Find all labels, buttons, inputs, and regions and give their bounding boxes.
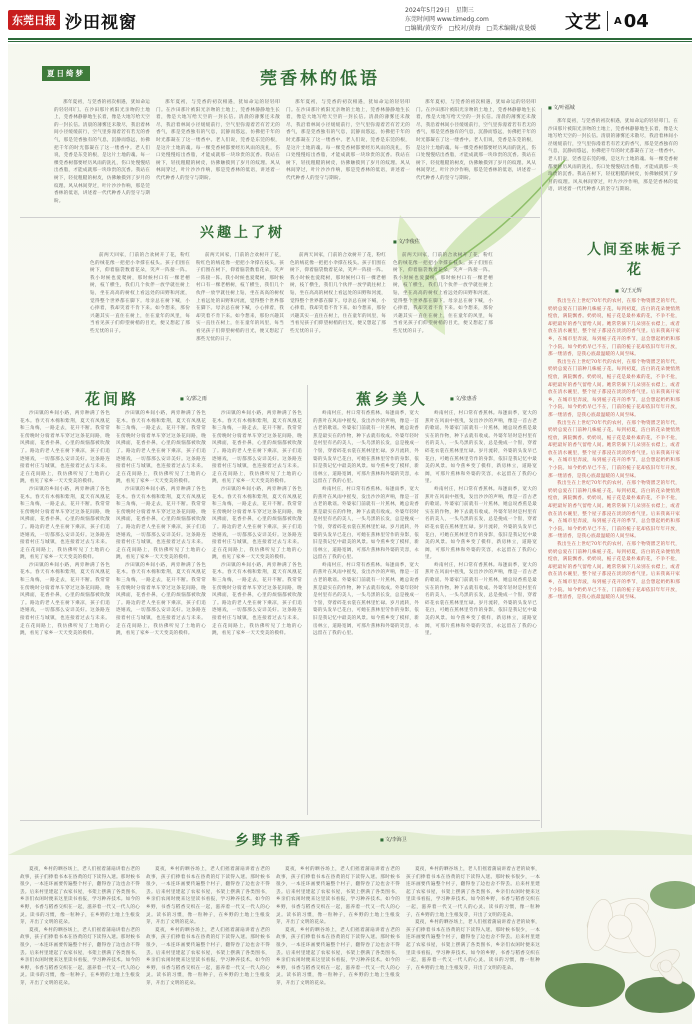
lead-article-title: 莞香林的低语: [260, 69, 380, 89]
divider: [607, 11, 608, 31]
book-article-byline: ■ 文/李海卫: [380, 836, 407, 843]
page-number: 04: [623, 10, 649, 32]
tree-article-col-3: 前两天回家，门前的合欢树开了花，粉红色的绒花像一把把小伞撑在枝头。孩子们围在树下，仰着脑袋数着花朵，笑声一阵接一阵。我小时候也爱爬树，那时候村口有一棵老榕树，枝丫横生，我们几个伙伴一放学就往树上钻，坐在高高的树杈上看远处的田野和河流，觉得整个世界都在脚下。母亲总在树下喊，小心摔着，我却笑着不肯下来。如今想来，那份兴趣其实一直住在树上，住在童年的风里，每当看见孩子们仰望树梢的目光，便又想起了那些无忧的日子。: [290, 253, 386, 334]
masthead-rule-thin: [8, 41, 692, 42]
lead-article-col-1: 那年夏初，与莞香的初次相遇，犹如命运的轻轻叩门。在沙田那片被阳光亲吻的土地上，莞香林静静地生长着，像是大地写给天空的一封长信。清晨的薄雾还未散尽，我沿着林间小径缓缓前行，空气里弥漫着若有若无的香气，那是莞香独有的气息，沉静而悠远，仿佛把千年的时光都凝在了这一缕香中。老人们说，莞香是东莞的根，是这片土地的魂。每一棵莞香树都要经历风雨的洗礼，伤口处慢慢结出香脂，才能成就那一块珍贵的沉香。我站在树下，轻抚粗糙的树皮，仿佛触摸到了岁月的纹理。风从林间穿过，叶片沙沙作响，那是莞香林的低语，讲述着一代代种香人的坚守与期盼。: [54, 100, 150, 204]
gardenia-article-title-text: 人间至味栀子花: [587, 242, 683, 278]
book-article-col-3: 夏夜，乡村的晒谷场上，老人们摇着蒲扇讲着古老的故事，孩子们捧着书本在昏黄的灯下读得入迷。那时候书很少，一本连环画要传遍整个村子，翻得卷了边也舍不得丢。后来村里建起了农家书屋，书架上摆满了各类图书，乡亲们农闲时便来这里读书看报，学习种养技术。如今的乡野，书香与稻香交织在一起，滋养着一代又一代人的心灵。读书的习惯，像一粒种子，在乡野的土地上生根发芽，开出了文明的花朵。 夏夜，乡村的晒谷场上，老人们摇着蒲扇讲着古老的故事，孩子们捧着书本在昏黄的灯下读得入迷。那时候书很少，一本连环画要传遍整个村子，翻得卷了边也舍不得丢。后来村里建起了农家书屋，书架上摆满了各类图书，乡亲们农闲时便来这里读书看报，学习种养技术。如今的乡野，书香与稻香交织在一起，滋养着一代又一代人的心灵。读书的习惯，像一粒种子，在乡野的土地上生根发芽，开出了文明的花朵。: [276, 867, 400, 986]
book-article-col-4: 夏夜，乡村的晒谷场上，老人们摇着蒲扇讲着古老的故事，孩子们捧着书本在昏黄的灯下读得入迷。那时候书很少，一本连环画要传遍整个村子，翻得卷了边也舍不得丢。后来村里建起了农家书屋，书架上摆满了各类图书，乡亲们农闲时便来这里读书看报，学习种养技术。如今的乡野，书香与稻香交织在一起，滋养着一代又一代人的心灵。读书的习惯，像一粒种子，在乡野的土地上生根发芽，开出了文明的花朵。 夏夜，乡村的晒谷场上，老人们摇着蒲扇讲着古老的故事，孩子们捧着书本在昏黄的灯下读得入迷。那时候书很少，一本连环画要传遍整个村子，翻得卷了边也舍不得丢。后来村里建起了农家书屋，书架上摆满了各类图书，乡亲们农闲时便来这里读书看报，学习种养技术。如今的乡野，书香与稻香交织在一起，滋养着一代又一代人的心灵。读书的习惯，像一粒种子，在乡野的土地上生根发芽，开出了文明的花朵。: [406, 867, 540, 971]
page-letter: A: [614, 15, 622, 27]
section-header: [565, 8, 649, 34]
summer-tag: 夏日绮梦: [42, 66, 90, 81]
issue-editors: □编辑/黄安乔 □校对/黄海 □美术编辑/袁曼媛: [405, 25, 537, 32]
tree-article-col-4: 前两天回家，门前的合欢树开了花，粉红色的绒花像一把把小伞撑在枝头。孩子们围在树下，仰着脑袋数着花朵，笑声一阵接一阵。我小时候也爱爬树，那时候村口有一棵老榕树，枝丫横生，我们几个伙伴一放学就往树上钻，坐在高高的树杈上看远处的田野和河流，觉得整个世界都在脚下。母亲总在树下喊，小心摔着，我却笑着不肯下来。如今想来，那份兴趣其实一直住在树上，住在童年的风里，每当看见孩子们仰望树梢的目光，便又想起了那些无忧的日子。: [393, 253, 493, 334]
road-article-col-3: 沙田镇的乡间小路，两旁种满了各色花木。春天有木棉和紫荆，夏天有凤凰花和三角梅，一路走去，花开不断。我常常在傍晚时分骑着单车穿过这条花间路，晚风拂面，花香扑鼻，心里的烦恼都被吹散了。路边的老人坐在树下乘凉，孩子们追逐嬉戏，一切都那么安详美好。这条路连接着村庄与城镇，也连接着过去与未来。走在花间路上，我仿佛听见了土地的心跳，看见了家乡一天天变美的模样。 沙田镇的乡间小路，两旁种满了各色花木。春天有木棉和紫荆，夏天有凤凰花和三角梅，一路走去，花开不断。我常常在傍晚时分骑着单车穿过这条花间路，晚风拂面，花香扑鼻，心里的烦恼都被吹散了。路边的老人坐在树下乘凉，孩子们追逐嬉戏，一切都那么安详美好。这条路连接着村庄与城镇，也连接着过去与未来。走在花间路上，我仿佛听见了土地的心跳，看见了家乡一天天变美的模样。 沙田镇的乡间小路，两旁种满了各色花木。春天有木棉和紫荆，夏天有凤凰花和三角梅，一路走去，花开不断。我常常在傍晚时分骑着单车穿过这条花间路，晚风拂面，花香扑鼻，心里的烦恼都被吹散了。路边的老人坐在树下乘凉，孩子们追逐嬉戏，一切都那么安详美好。这条路连接着村庄与城镇，也连接着过去与未来。走在花间路上，我仿佛听见了土地的心跳，看见了家乡一天天变美的模样。: [212, 411, 302, 637]
lead-article-col-2: 那年夏初，与莞香的初次相遇，犹如命运的轻轻叩门。在沙田那片被阳光亲吻的土地上，莞香林静静地生长着，像是大地写给天空的一封长信。清晨的薄雾还未散尽，我沿着林间小径缓缓前行，空气里弥漫着若有若无的香气，那是莞香独有的气息，沉静而悠远，仿佛把千年的时光都凝在了这一缕香中。老人们说，莞香是东莞的根，是这片土地的魂。每一棵莞香树都要经历风雨的洗礼，伤口处慢慢结出香脂，才能成就那一块珍贵的沉香。我站在树下，轻抚粗糙的树皮，仿佛触摸到了岁月的纹理。风从林间穿过，叶片沙沙作响，那是莞香林的低语，讲述着一代代种香人的坚守与期盼。: [156, 100, 280, 181]
road-article-col-2: 沙田镇的乡间小路，两旁种满了各色花木。春天有木棉和紫荆，夏天有凤凰花和三角梅，一路走去，花开不断。我常常在傍晚时分骑着单车穿过这条花间路，晚风拂面，花香扑鼻，心里的烦恼都被吹散了。路边的老人坐在树下乘凉，孩子们追逐嬉戏，一切都那么安详美好。这条路连接着村庄与城镇，也连接着过去与未来。走在花间路上，我仿佛听见了土地的心跳，看见了家乡一天天变美的模样。 沙田镇的乡间小路，两旁种满了各色花木。春天有木棉和紫荆，夏天有凤凰花和三角梅，一路走去，花开不断。我常常在傍晚时分骑着单车穿过这条花间路，晚风拂面，花香扑鼻，心里的烦恼都被吹散了。路边的老人坐在树下乘凉，孩子们追逐嬉戏，一切都那么安详美好。这条路连接着村庄与城镇，也连接着过去与未来。走在花间路上，我仿佛听见了土地的心跳，看见了家乡一天天变美的模样。 沙田镇的乡间小路，两旁种满了各色花木。春天有木棉和紫荆，夏天有凤凰花和三角梅，一路走去，花开不断。我常常在傍晚时分骑着单车穿过这条花间路，晚风拂面，花香扑鼻，心里的烦恼都被吹散了。路边的老人坐在树下乘凉，孩子们追逐嬉戏，一切都那么安详美好。这条路连接着村庄与城镇，也连接着过去与未来。走在花间路上，我仿佛听见了土地的心跳，看见了家乡一天天变美的模样。: [116, 411, 206, 637]
gardenia-article-col: 我出生在上世纪70年代的农村，在那个物资匮乏的年代，奶奶总爱在门前种几株栀子花。每到初夏，洁白的花朵便悄然绽放，满院飘香。奶奶说，栀子花是最朴素的花，不争不抢，却把最好的香气留给人间。她常常摘下几朵别在衣襟上，或者放在清水碗里，整个屋子都浸在淡淡的香气里。后来我离开家乡，在城市里奔波，每到栀子花开的季节，总会想起奶奶和那个小院。如今奶奶早已不在，门前的栀子花却依旧年年开放，那一缕清香，是我心底最温暖的人间至味。 我出生在上世纪70年代的农村，在那个物资匮乏的年代，奶奶总爱在门前种几株栀子花。每到初夏，洁白的花朵便悄然绽放，满院飘香。奶奶说，栀子花是最朴素的花，不争不抢，却把最好的香气留给人间。她常常摘下几朵别在衣襟上，或者放在清水碗里，整个屋子都浸在淡淡的香气里。后来我离开家乡，在城市里奔波，每到栀子花开的季节，总会想起奶奶和那个小院。如今奶奶早已不在，门前的栀子花却依旧年年开放，那一缕清香，是我心底最温暖的人间至味。 我出生在上世纪70年代的农村，在那个物资匮乏的年代，奶奶总爱在门前种几株栀子花。每到初夏，洁白的花朵便悄然绽放，满院飘香。奶奶说，栀子花是最朴素的花，不争不抢，却把最好的香气留给人间。她常常摘下几朵别在衣襟上，或者放在清水碗里，整个屋子都浸在淡淡的香气里。后来我离开家乡，在城市里奔波，每到栀子花开的季节，总会想起奶奶和那个小院。如今奶奶早已不在，门前的栀子花却依旧年年开放，那一缕清香，是我心底最温暖的人间至味。 我出生在上世纪70年代的农村，在那个物资匮乏的年代，奶奶总爱在门前种几株栀子花。每到初夏，洁白的花朵便悄然绽放，满院飘香。奶奶说，栀子花是最朴素的花，不争不抢，却把最好的香气留给人间。她常常摘下几朵别在衣襟上，或者放在清水碗里，整个屋子都浸在淡淡的香气里。后来我离开家乡，在城市里奔波，每到栀子花开的季节，总会想起奶奶和那个小院。如今奶奶早已不在，门前的栀子花却依旧年年开放，那一缕清香，是我心底最温暖的人间至味。 我出生在上世纪70年代的农村，在那个物资匮乏的年代，奶奶总爱在门前种几株栀子花。每到初夏，洁白的花朵便悄然绽放，满院飘香。奶奶说，栀子花是最朴素的花，不争不抢，却把最好的香气留给人间。她常常摘下几朵别在衣襟上，或者放在清水碗里，整个屋子都浸在淡淡的香气里。后来我离开家乡，在城市里奔波，每到栀子花开的季节，总会想起奶奶和那个小院。如今奶奶早已不在，门前的栀子花却依旧年年开放，那一缕清香，是我心底最温暖的人间至味。: [548, 299, 680, 601]
section-divider: [20, 217, 540, 218]
tree-article-byline: ■ 文/李俊佐: [393, 238, 420, 245]
edition-name: 沙田视窗: [65, 12, 137, 33]
lead-article-col-3: 那年夏初，与莞香的初次相遇，犹如命运的轻轻叩门。在沙田那片被阳光亲吻的土地上，莞香林静静地生长着，像是大地写给天空的一封长信。清晨的薄雾还未散尽，我沿着林间小径缓缓前行，空气里弥漫着若有若无的香气，那是莞香独有的气息，沉静而悠远，仿佛把千年的时光都凝在了这一缕香中。老人们说，莞香是东莞的根，是这片土地的魂。每一棵莞香树都要经历风雨的洗礼，伤口处慢慢结出香脂，才能成就那一块珍贵的沉香。我站在树下，轻抚粗糙的树皮，仿佛触摸到了岁月的纹理。风从林间穿过，叶片沙沙作响，那是莞香林的低语，讲述着一代代种香人的坚守与期盼。: [286, 100, 410, 181]
green-hills-icon: [8, 815, 692, 855]
gardenia-article-byline: ■ 文/王元辉: [615, 287, 642, 294]
tree-article-title: 兴趣上了树: [200, 225, 285, 241]
book-article-title: 乡野书香: [235, 833, 303, 849]
banana-article-col-1: 岭南村庄，村口常有香蕉林。每逢雨季，宽大的蕉叶在风雨中摇曳，发出沙沙的声响，像是一首古老的歌谣。外婆家门前就有一片蕉林，她总说香蕉是最实在的作物，种下去就有收成。外婆年轻时是村里有名的美人，一头乌黑的长发，总是挽成一个髻，穿着碎花衣裳在蕉林里忙碌。岁月流转，外婆的头发早已花白，可她在蕉林里劳作的身影，依旧是我记忆中最美的风景。如今蕉乡变了模样，新房林立，道路宽阔，可那片蕉林和外婆的笑容，永远留在了我的心里。 岭南村庄，村口常有香蕉林。每逢雨季，宽大的蕉叶在风雨中摇曳，发出沙沙的声响，像是一首古老的歌谣。外婆家门前就有一片蕉林，她总说香蕉是最实在的作物，种下去就有收成。外婆年轻时是村里有名的美人，一头乌黑的长发，总是挽成一个髻，穿着碎花衣裳在蕉林里忙碌。岁月流转，外婆的头发早已花白，可她在蕉林里劳作的身影，依旧是我记忆中最美的风景。如今蕉乡变了模样，新房林立，道路宽阔，可那片蕉林和外婆的笑容，永远留在了我的心里。 岭南村庄，村口常有香蕉林。每逢雨季，宽大的蕉叶在风雨中摇曳，发出沙沙的声响，像是一首古老的歌谣。外婆家门前就有一片蕉林，她总说香蕉是最实在的作物，种下去就有收成。外婆年轻时是村里有名的美人，一头乌黑的长发，总是挽成一个髻，穿着碎花衣裳在蕉林里忙碌。岁月流转，外婆的头发早已花白，可她在蕉林里劳作的身影，依旧是我记忆中最美的风景。如今蕉乡变了模样，新房林立，道路宽阔，可那片蕉林和外婆的笑容，永远留在了我的心里。: [313, 411, 419, 637]
newspaper-logo: [8, 10, 137, 33]
banana-article-title: 蕉乡美人: [356, 390, 429, 408]
section-name: 文艺: [565, 12, 601, 33]
lead-article-col-4: 那年夏初，与莞香的初次相遇，犹如命运的轻轻叩门。在沙田那片被阳光亲吻的土地上，莞香林静静地生长着，像是大地写给天空的一封长信。清晨的薄雾还未散尽，我沿着林间小径缓缓前行，空气里弥漫着若有若无的香气，那是莞香独有的气息，沉静而悠远，仿佛把千年的时光都凝在了这一缕香中。老人们说，莞香是东莞的根，是这片土地的魂。每一棵莞香树都要经历风雨的洗礼，伤口处慢慢结出香脂，才能成就那一块珍贵的沉香。我站在树下，轻抚粗糙的树皮，仿佛触摸到了岁月的纹理。风从林间穿过，叶片沙沙作响，那是莞香林的低语，讲述着一代代种香人的坚守与期盼。: [416, 100, 536, 181]
lead-article-col-5: 那年夏初，与莞香的初次相遇，犹如命运的轻轻叩门。在沙田那片被阳光亲吻的土地上，莞香林静静地生长着，像是大地写给天空的一封长信。清晨的薄雾还未散尽，我沿着林间小径缓缓前行，空气里弥漫着若有若无的香气，那是莞香独有的气息，沉静而悠远，仿佛把千年的时光都凝在了这一缕香中。老人们说，莞香是东莞的根，是这片土地的魂。每一棵莞香树都要经历风雨的洗礼，伤口处慢慢结出香脂，才能成就那一块珍贵的沉香。我站在树下，轻抚粗糙的树皮，仿佛触摸到了岁月的纹理。风从林间穿过，叶片沙沙作响，那是莞香林的低语，讲述着一代代种香人的坚守与期盼。: [548, 119, 678, 193]
issue-date: 2024年5月29日 星期三: [405, 7, 474, 14]
banana-article-col-2: 岭南村庄，村口常有香蕉林。每逢雨季，宽大的蕉叶在风雨中摇曳，发出沙沙的声响，像是一首古老的歌谣。外婆家门前就有一片蕉林，她总说香蕉是最实在的作物，种下去就有收成。外婆年轻时是村里有名的美人，一头乌黑的长发，总是挽成一个髻，穿着碎花衣裳在蕉林里忙碌。岁月流转，外婆的头发早已花白，可她在蕉林里劳作的身影，依旧是我记忆中最美的风景。如今蕉乡变了模样，新房林立，道路宽阔，可那片蕉林和外婆的笑容，永远留在了我的心里。 岭南村庄，村口常有香蕉林。每逢雨季，宽大的蕉叶在风雨中摇曳，发出沙沙的声响，像是一首古老的歌谣。外婆家门前就有一片蕉林，她总说香蕉是最实在的作物，种下去就有收成。外婆年轻时是村里有名的美人，一头乌黑的长发，总是挽成一个髻，穿着碎花衣裳在蕉林里忙碌。岁月流转，外婆的头发早已花白，可她在蕉林里劳作的身影，依旧是我记忆中最美的风景。如今蕉乡变了模样，新房林立，道路宽阔，可那片蕉林和外婆的笑容，永远留在了我的心里。 岭南村庄，村口常有香蕉林。每逢雨季，宽大的蕉叶在风雨中摇曳，发出沙沙的声响，像是一首古老的歌谣。外婆家门前就有一片蕉林，她总说香蕉是最实在的作物，种下去就有收成。外婆年轻时是村里有名的美人，一头乌黑的长发，总是挽成一个髻，穿着碎花衣裳在蕉林里忙碌。岁月流转，外婆的头发早已花白，可她在蕉林里劳作的身影，依旧是我记忆中最美的风景。如今蕉乡变了模样，新房林立，道路宽阔，可那片蕉林和外婆的笑容，永远留在了我的心里。: [425, 411, 537, 637]
tree-article-col-1: 前两天回家，门前的合欢树开了花，粉红色的绒花像一把把小伞撑在枝头。孩子们围在树下，仰着脑袋数着花朵，笑声一阵接一阵。我小时候也爱爬树，那时候村口有一棵老榕树，枝丫横生，我们几个伙伴一放学就往树上钻，坐在高高的树杈上看远处的田野和河流，觉得整个世界都在脚下。母亲总在树下喊，小心摔着，我却笑着不肯下来。如今想来，那份兴趣其实一直住在树上，住在童年的风里，每当看见孩子们仰望树梢的目光，便又想起了那些无忧的日子。: [90, 253, 190, 334]
road-article-title: 花间路: [85, 390, 140, 408]
road-article-col-1: 沙田镇的乡间小路，两旁种满了各色花木。春天有木棉和紫荆，夏天有凤凰花和三角梅，一路走去，花开不断。我常常在傍晚时分骑着单车穿过这条花间路，晚风拂面，花香扑鼻，心里的烦恼都被吹散了。路边的老人坐在树下乘凉，孩子们追逐嬉戏，一切都那么安详美好。这条路连接着村庄与城镇，也连接着过去与未来。走在花间路上，我仿佛听见了土地的心跳，看见了家乡一天天变美的模样。 沙田镇的乡间小路，两旁种满了各色花木。春天有木棉和紫荆，夏天有凤凰花和三角梅，一路走去，花开不断。我常常在傍晚时分骑着单车穿过这条花间路，晚风拂面，花香扑鼻，心里的烦恼都被吹散了。路边的老人坐在树下乘凉，孩子们追逐嬉戏，一切都那么安详美好。这条路连接着村庄与城镇，也连接着过去与未来。走在花间路上，我仿佛听见了土地的心跳，看见了家乡一天天变美的模样。 沙田镇的乡间小路，两旁种满了各色花木。春天有木棉和紫荆，夏天有凤凰花和三角梅，一路走去，花开不断。我常常在傍晚时分骑着单车穿过这条花间路，晚风拂面，花香扑鼻，心里的烦恼都被吹散了。路边的老人坐在树下乘凉，孩子们追逐嬉戏，一切都那么安详美好。这条路连接着村庄与城镇，也连接着过去与未来。走在花间路上，我仿佛听见了土地的心跳，看见了家乡一天天变美的模样。: [20, 411, 110, 637]
issue-info: [405, 6, 555, 33]
book-article-col-2: 夏夜，乡村的晒谷场上，老人们摇着蒲扇讲着古老的故事，孩子们捧着书本在昏黄的灯下读得入迷。那时候书很少，一本连环画要传遍整个村子，翻得卷了边也舍不得丢。后来村里建起了农家书屋，书架上摆满了各类图书，乡亲们农闲时便来这里读书看报，学习种养技术。如今的乡野，书香与稻香交织在一起，滋养着一代又一代人的心灵。读书的习惯，像一粒种子，在乡野的土地上生根发芽，开出了文明的花朵。 夏夜，乡村的晒谷场上，老人们摇着蒲扇讲着古老的故事，孩子们捧着书本在昏黄的灯下读得入迷。那时候书很少，一本连环画要传遍整个村子，翻得卷了边也舍不得丢。后来村里建起了农家书屋，书架上摆满了各类图书，乡亲们农闲时便来这里读书看报，学习种养技术。如今的乡野，书香与稻香交织在一起，滋养着一代又一代人的心灵。读书的习惯，像一粒种子，在乡野的土地上生根发芽，开出了文明的花朵。: [146, 867, 270, 986]
masthead-rule: [8, 38, 692, 40]
logo-badge: 东莞日报: [8, 10, 60, 30]
lead-article-byline: ■ 文/叶福城: [548, 104, 575, 111]
gardenia-article-title: [585, 240, 685, 280]
tree-article-col-2: 前两天回家，门前的合欢树开了花，粉红色的绒花像一把把小伞撑在枝头。孩子们围在树下，仰着脑袋数着花朵，笑声一阵接一阵。我小时候也爱爬树，那时候村口有一棵老榕树，枝丫横生，我们几个伙伴一放学就往树上钻，坐在高高的树杈上看远处的田野和河流，觉得整个世界都在脚下。母亲总在树下喊，小心摔着，我却笑着不肯下来。如今想来，那份兴趣其实一直住在树上，住在童年的风里，每当看见孩子们仰望树梢的目光，便又想起了那些无忧的日子。: [196, 253, 284, 342]
issue-site: 东莞时间网 www.timedg.com: [405, 16, 489, 23]
column-divider: [541, 108, 542, 828]
section-divider: [20, 820, 540, 821]
road-article-byline: ■ 文/郭之雨: [180, 395, 207, 402]
gardenia-flower-icon: [545, 835, 695, 1020]
column-divider: [307, 385, 308, 815]
book-article-col-1: 夏夜，乡村的晒谷场上，老人们摇着蒲扇讲着古老的故事，孩子们捧着书本在昏黄的灯下读得入迷。那时候书很少，一本连环画要传遍整个村子，翻得卷了边也舍不得丢。后来村里建起了农家书屋，书架上摆满了各类图书，乡亲们农闲时便来这里读书看报，学习种养技术。如今的乡野，书香与稻香交织在一起，滋养着一代又一代人的心灵。读书的习惯，像一粒种子，在乡野的土地上生根发芽，开出了文明的花朵。 夏夜，乡村的晒谷场上，老人们摇着蒲扇讲着古老的故事，孩子们捧着书本在昏黄的灯下读得入迷。那时候书很少，一本连环画要传遍整个村子，翻得卷了边也舍不得丢。后来村里建起了农家书屋，书架上摆满了各类图书，乡亲们农闲时便来这里读书看报，学习种养技术。如今的乡野，书香与稻香交织在一起，滋养着一代又一代人的心灵。读书的习惯，像一粒种子，在乡野的土地上生根发芽，开出了文明的花朵。: [20, 867, 140, 986]
banana-article-byline: ■ 文/张惠香: [450, 395, 477, 402]
